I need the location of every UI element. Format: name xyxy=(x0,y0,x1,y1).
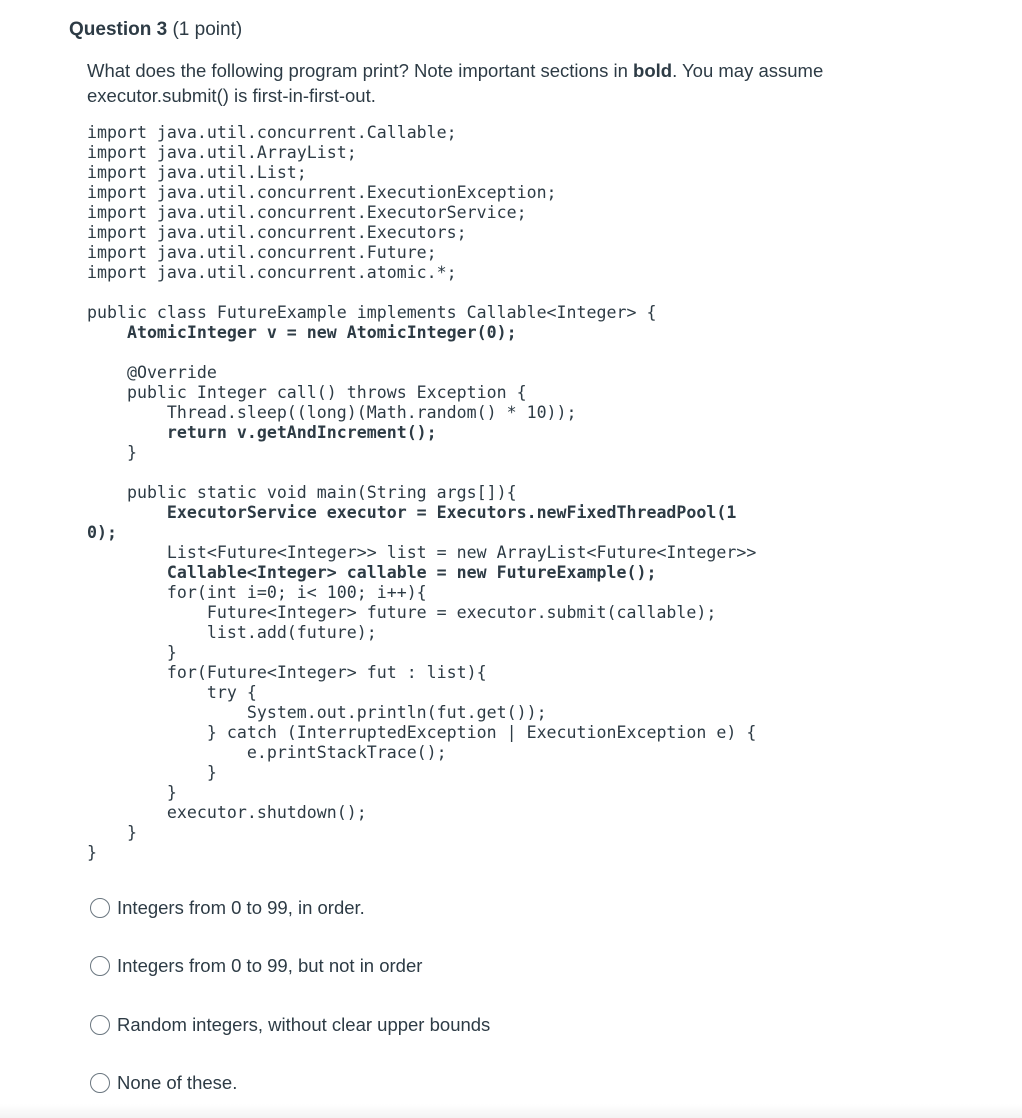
code-line: e.printStackTrace(); xyxy=(87,743,447,762)
code-line: try { xyxy=(87,683,257,702)
question-prompt xyxy=(87,58,827,108)
code-line: import java.util.concurrent.Future; xyxy=(87,243,437,262)
code-line: } catch (InterruptedException | ExecutionException e) { xyxy=(87,723,757,742)
radio-button[interactable] xyxy=(90,956,110,976)
code-line: @Override xyxy=(87,363,217,382)
code-line xyxy=(87,463,756,483)
code-block xyxy=(87,123,756,863)
code-line: } xyxy=(87,823,137,842)
code-line: public Integer call() throws Exception { xyxy=(87,383,527,402)
code-line: } xyxy=(87,763,217,782)
code-line: Thread.sleep((long)(Math.random() * 10)); xyxy=(87,403,577,422)
code-line: } xyxy=(87,443,137,462)
question-header xyxy=(69,19,242,41)
prompt-bold-word: bold xyxy=(633,60,673,81)
code-line xyxy=(87,343,756,363)
answer-option-label: None of these. xyxy=(117,1072,238,1093)
code-line: } xyxy=(87,783,177,802)
answer-option[interactable] xyxy=(90,1070,237,1096)
code-line: List<Future<Integer>> list = new ArrayList<Future<Integer>> xyxy=(87,543,757,562)
answer-option-label: Integers from 0 to 99, but not in order xyxy=(117,955,423,976)
page-bottom-edge xyxy=(0,1104,1022,1118)
code-line: import java.util.concurrent.Executors; xyxy=(87,223,467,242)
code-line: Callable<Integer> callable = new FutureExample(); xyxy=(87,563,657,582)
code-line: AtomicInteger v = new AtomicInteger(0); xyxy=(87,323,517,342)
code-line: import java.util.concurrent.ExecutionException; xyxy=(87,183,557,202)
code-line: 0); xyxy=(87,523,117,542)
answer-option[interactable] xyxy=(90,953,422,979)
code-line: Future<Integer> future = executor.submit(callable); xyxy=(87,603,717,622)
answer-option-label: Random integers, without clear upper bounds xyxy=(117,1014,491,1035)
question-points: (1 point) xyxy=(172,19,243,40)
answer-option-label: Integers from 0 to 99, in order. xyxy=(117,897,365,918)
code-line: public static void main(String args[]){ xyxy=(87,483,517,502)
answer-option[interactable] xyxy=(90,1012,490,1038)
code-line: } xyxy=(87,643,177,662)
code-line: System.out.println(fut.get()); xyxy=(87,703,547,722)
code-line: import java.util.ArrayList; xyxy=(87,143,357,162)
prompt-text-start: What does the following program print? Note important sections in xyxy=(87,60,634,81)
code-line: list.add(future); xyxy=(87,623,377,642)
code-line: return v.getAndIncrement(); xyxy=(87,423,437,442)
code-line: public class FutureExample implements Callable<Integer> { xyxy=(87,303,657,322)
code-line: } xyxy=(87,843,97,862)
radio-button[interactable] xyxy=(90,898,110,918)
question-title: Question 3 xyxy=(69,19,168,40)
prompt-text-end: . You may assume executor.submit() is first-in-first-out. xyxy=(87,60,824,106)
code-line: for(int i=0; i< 100; i++){ xyxy=(87,583,427,602)
answer-option[interactable] xyxy=(90,895,365,921)
code-line: import java.util.List; xyxy=(87,163,307,182)
code-line xyxy=(87,283,756,303)
radio-button[interactable] xyxy=(90,1073,110,1093)
code-line: import java.util.concurrent.atomic.*; xyxy=(87,263,457,282)
code-line: ExecutorService executor = Executors.newFixedThreadPool(1 xyxy=(87,503,737,522)
code-line: executor.shutdown(); xyxy=(87,803,367,822)
radio-button[interactable] xyxy=(90,1015,110,1035)
code-line: import java.util.concurrent.ExecutorService; xyxy=(87,203,527,222)
code-line: import java.util.concurrent.Callable; xyxy=(87,123,457,142)
code-line: for(Future<Integer> fut : list){ xyxy=(87,663,487,682)
